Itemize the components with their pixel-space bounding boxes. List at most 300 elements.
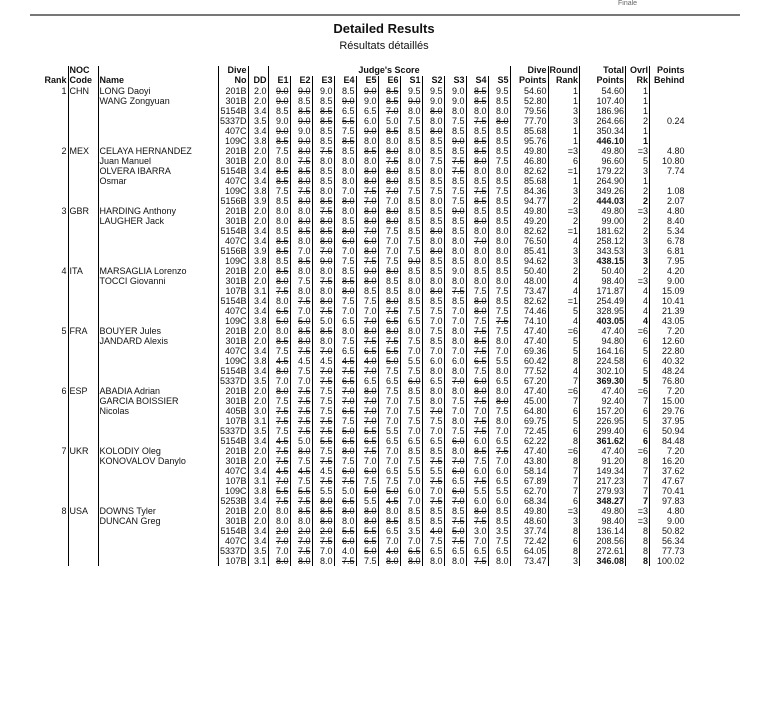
- judge-score: 7.5: [378, 386, 400, 396]
- points-behind: 0.24: [650, 116, 686, 126]
- round-rank: 4: [548, 316, 580, 326]
- dive-row: [38, 546, 686, 556]
- dive-row: [38, 96, 686, 106]
- judge-score: 6.5: [488, 376, 510, 386]
- judge-score: 8.5: [400, 516, 422, 526]
- judge-score: 9.0: [268, 96, 290, 106]
- judge-score: 7.5: [356, 476, 378, 486]
- judge-score: 8.5: [422, 296, 444, 306]
- judge-score: 7.0: [444, 496, 466, 506]
- round-rank: 3: [548, 556, 580, 566]
- judge-score: 7.5: [466, 426, 488, 436]
- total-points: 328.95: [580, 306, 626, 316]
- judge-score: 8.5: [378, 516, 400, 526]
- team-noc: [68, 246, 98, 256]
- overall-rank: 5: [626, 416, 650, 426]
- judge-score: 8.0: [356, 156, 378, 166]
- judge-score: 5.0: [356, 546, 378, 556]
- judge-score: 7.0: [356, 416, 378, 426]
- total-points: 47.40: [580, 326, 626, 336]
- judge-score: 5.5: [466, 486, 488, 496]
- total-points: 361.62: [580, 436, 626, 446]
- judge-score: 7.5: [290, 406, 312, 416]
- dive-dd: 3.1: [248, 556, 268, 566]
- judge-score: 7.0: [488, 426, 510, 436]
- judge-score: 8.5: [422, 146, 444, 156]
- judge-score: 8.5: [290, 166, 312, 176]
- dive-number: 5154B: [218, 436, 248, 446]
- team-rank: [38, 246, 68, 256]
- judge-score: 7.5: [268, 396, 290, 406]
- team-noc: MEX: [68, 146, 98, 156]
- points-behind: 15.00: [650, 396, 686, 406]
- team-noc: [68, 496, 98, 506]
- judge-score: 8.0: [268, 216, 290, 226]
- judge-score: 8.0: [422, 106, 444, 116]
- dive-number: 5156B: [218, 246, 248, 256]
- judge-score: 6.0: [466, 466, 488, 476]
- judge-score: 8.0: [378, 326, 400, 336]
- judge-score: 8.0: [334, 506, 356, 516]
- dive-dd: 3.4: [248, 306, 268, 316]
- judge-score: 7.5: [334, 336, 356, 346]
- dive-dd: 3.9: [248, 246, 268, 256]
- col-judge-label: E1: [268, 76, 290, 86]
- judge-score: 7.5: [466, 186, 488, 196]
- judge-score: 8.0: [466, 256, 488, 266]
- points-behind: 77.73: [650, 546, 686, 556]
- overall-rank: =6: [626, 386, 650, 396]
- athlete-name: [98, 556, 218, 566]
- col-judge-label: E3: [312, 76, 334, 86]
- athlete-name: Nicolas: [98, 406, 218, 416]
- page-title: Detailed Results: [333, 21, 435, 36]
- judge-score: 8.5: [400, 266, 422, 276]
- dive-points: 47.40: [510, 386, 548, 396]
- judge-score: 7.5: [400, 236, 422, 246]
- athlete-name: [98, 546, 218, 556]
- judge-score: 6.5: [334, 376, 356, 386]
- judge-score: 9.0: [268, 86, 290, 96]
- total-points: 47.40: [580, 446, 626, 456]
- judge-score: 7.5: [422, 476, 444, 486]
- judge-score: 8.0: [444, 386, 466, 396]
- total-points: 346.08: [580, 556, 626, 566]
- overall-rank: 8: [626, 536, 650, 546]
- judge-score: 8.5: [466, 446, 488, 456]
- judge-score: 7.0: [378, 536, 400, 546]
- judge-score: 8.0: [378, 296, 400, 306]
- overall-rank: 1: [626, 176, 650, 186]
- judge-score: 8.0: [312, 216, 334, 226]
- team-noc: [68, 176, 98, 186]
- dive-row: [38, 556, 686, 566]
- judge-score: 7.0: [466, 536, 488, 546]
- judge-score: 6.5: [422, 436, 444, 446]
- col-dive-points-label: Points: [510, 76, 548, 86]
- total-points: 98.40: [580, 516, 626, 526]
- judge-score: 7.5: [378, 226, 400, 236]
- judge-score: 7.5: [290, 496, 312, 506]
- judge-score: 8.0: [488, 386, 510, 396]
- judge-score: 4.0: [334, 546, 356, 556]
- judge-score: 7.5: [378, 256, 400, 266]
- judge-score: 8.5: [312, 116, 334, 126]
- dive-row: [38, 506, 686, 516]
- judge-score: 4.5: [290, 466, 312, 476]
- athlete-name: Juan Manuel: [98, 156, 218, 166]
- judge-score: 7.0: [444, 456, 466, 466]
- judge-score: 7.5: [400, 396, 422, 406]
- points-behind: 50.82: [650, 526, 686, 536]
- dive-row: [38, 106, 686, 116]
- judge-score: 6.5: [334, 406, 356, 416]
- judge-score: 6.5: [400, 316, 422, 326]
- judge-score: 8.5: [488, 216, 510, 226]
- points-behind: [650, 86, 686, 96]
- team-rank: [38, 466, 68, 476]
- judge-score: 8.5: [400, 136, 422, 146]
- judge-score: 7.5: [400, 246, 422, 256]
- judge-score: 5.5: [356, 526, 378, 536]
- judge-score: 8.0: [290, 196, 312, 206]
- overall-rank: 3: [626, 256, 650, 266]
- judge-score: 9.0: [356, 96, 378, 106]
- judge-score: 8.0: [312, 156, 334, 166]
- judge-score: 7.5: [268, 146, 290, 156]
- dive-row: [38, 346, 686, 356]
- points-behind: 4.80: [650, 206, 686, 216]
- judge-score: 8.0: [422, 126, 444, 136]
- team-rank: [38, 156, 68, 166]
- total-points: 254.49: [580, 296, 626, 306]
- round-rank: =1: [548, 226, 580, 236]
- judge-score: 8.0: [466, 506, 488, 516]
- judge-score: 8.0: [378, 506, 400, 516]
- judge-score: 5.5: [488, 486, 510, 496]
- judge-score: 8.0: [444, 106, 466, 116]
- col-noc-label: Code: [68, 76, 98, 86]
- athlete-name: [98, 296, 218, 306]
- round-rank: 3: [548, 116, 580, 126]
- judge-score: 7.5: [356, 556, 378, 566]
- judge-score: 7.5: [334, 256, 356, 266]
- team-rank: [38, 316, 68, 326]
- round-rank: 2: [548, 196, 580, 206]
- col-dive-header: Dive: [218, 66, 248, 76]
- dive-dd: 2.0: [248, 86, 268, 96]
- team-noc: [68, 276, 98, 286]
- judge-score: 8.5: [334, 136, 356, 146]
- header-corner-text: Finale: [618, 0, 638, 7]
- team-noc: [68, 436, 98, 446]
- judge-score: 8.5: [312, 326, 334, 336]
- athlete-name: LAUGHER Jack: [98, 216, 218, 226]
- judge-score: 7.5: [290, 396, 312, 406]
- judge-score: 8.5: [378, 276, 400, 286]
- team-noc: [68, 226, 98, 236]
- dive-dd: 3.4: [248, 536, 268, 546]
- points-behind: 4.20: [650, 266, 686, 276]
- team-noc: [68, 526, 98, 536]
- judge-score: 8.0: [422, 286, 444, 296]
- round-rank: 1: [548, 86, 580, 96]
- round-rank: 6: [548, 496, 580, 506]
- judge-score: 8.0: [422, 386, 444, 396]
- points-behind: 70.41: [650, 486, 686, 496]
- dive-dd: 3.4: [248, 126, 268, 136]
- judge-score: 7.5: [466, 416, 488, 426]
- judge-score: 7.5: [312, 206, 334, 216]
- athlete-name: KOLODIY Oleg: [98, 446, 218, 456]
- dive-dd: 3.1: [248, 286, 268, 296]
- points-behind: 7.74: [650, 166, 686, 176]
- judge-score: 8.0: [356, 246, 378, 256]
- dive-dd: 3.8: [248, 256, 268, 266]
- overall-rank: 4: [626, 296, 650, 306]
- judge-score: 9.0: [356, 266, 378, 276]
- overall-rank: =6: [626, 446, 650, 456]
- judge-score: 7.5: [466, 516, 488, 526]
- judge-score: 7.0: [422, 426, 444, 436]
- team-noc: [68, 376, 98, 386]
- judge-score: 8.0: [268, 506, 290, 516]
- points-behind: [650, 106, 686, 116]
- points-behind: 76.80: [650, 376, 686, 386]
- dive-number: 5154B: [218, 526, 248, 536]
- col-judges-header: Judge's Score: [268, 66, 510, 76]
- dive-dd: 3.4: [248, 106, 268, 116]
- athlete-name: TOCCI Giovanni: [98, 276, 218, 286]
- team-rank: [38, 356, 68, 366]
- judge-score: 6.0: [356, 116, 378, 126]
- points-behind: 6.78: [650, 236, 686, 246]
- dive-points: 67.20: [510, 376, 548, 386]
- dive-dd: 3.8: [248, 136, 268, 146]
- points-behind: 22.80: [650, 346, 686, 356]
- judge-score: 7.5: [422, 186, 444, 196]
- judge-score: 8.0: [268, 386, 290, 396]
- total-points: 403.05: [580, 316, 626, 326]
- judge-score: 8.0: [356, 326, 378, 336]
- judge-score: 8.0: [488, 106, 510, 116]
- total-points: 343.53: [580, 246, 626, 256]
- dive-dd: 3.1: [248, 416, 268, 426]
- dive-number: 301B: [218, 456, 248, 466]
- header-row-2: [38, 76, 686, 86]
- dive-row: [38, 306, 686, 316]
- dive-row: [38, 256, 686, 266]
- team-rank: [38, 126, 68, 136]
- judge-score: 8.0: [466, 166, 488, 176]
- col-total-points-header: Total: [580, 66, 626, 76]
- dive-dd: 3.5: [248, 116, 268, 126]
- dive-row: [38, 406, 686, 416]
- overall-rank: 4: [626, 306, 650, 316]
- judge-score: 8.5: [488, 126, 510, 136]
- judge-score: 9.0: [444, 136, 466, 146]
- col-dive-points-header: Dive: [510, 66, 548, 76]
- team-noc: [68, 336, 98, 346]
- judge-score: 7.5: [290, 386, 312, 396]
- team-noc: [68, 136, 98, 146]
- overall-rank: 5: [626, 346, 650, 356]
- overall-rank: 3: [626, 236, 650, 246]
- judge-score: 8.5: [422, 256, 444, 266]
- judge-score: 6.0: [488, 496, 510, 506]
- judge-score: 8.0: [356, 166, 378, 176]
- dive-row: [38, 416, 686, 426]
- points-behind: 4.80: [650, 506, 686, 516]
- judge-score: 8.0: [312, 496, 334, 506]
- judge-score: 3.5: [400, 526, 422, 536]
- dive-points: 82.62: [510, 226, 548, 236]
- judge-score: 9.0: [312, 86, 334, 96]
- overall-rank: 1: [626, 106, 650, 116]
- judge-score: 7.5: [312, 426, 334, 436]
- team-rank: [38, 336, 68, 346]
- judge-score: 6.5: [466, 356, 488, 366]
- judge-score: 6.5: [378, 466, 400, 476]
- athlete-name: LONG Daoyi: [98, 86, 218, 96]
- round-rank: 5: [548, 416, 580, 426]
- dive-number: 407C: [218, 176, 248, 186]
- judge-score: 7.5: [488, 326, 510, 336]
- team-rank: 7: [61, 446, 67, 456]
- total-points: 349.26: [580, 186, 626, 196]
- judge-score: 8.5: [400, 206, 422, 216]
- team-rank: [38, 366, 68, 376]
- dive-points: 54.60: [510, 86, 548, 96]
- team-rank: [38, 136, 68, 146]
- dive-dd: 2.0: [248, 506, 268, 516]
- dive-number: 407C: [218, 126, 248, 136]
- team-rank: [38, 406, 68, 416]
- overall-rank: 1: [626, 96, 650, 106]
- judge-score: 8.5: [444, 506, 466, 516]
- dive-dd: 2.0: [248, 266, 268, 276]
- judge-score: 8.0: [356, 176, 378, 186]
- judge-score: 7.0: [488, 346, 510, 356]
- overall-rank: 1: [626, 126, 650, 136]
- judge-score: 5.5: [378, 346, 400, 356]
- judge-score: 8.5: [466, 176, 488, 186]
- judge-score: 7.5: [444, 116, 466, 126]
- judge-score: 7.5: [422, 496, 444, 506]
- judge-score: 8.5: [290, 226, 312, 236]
- athlete-name: [98, 126, 218, 136]
- judge-score: 5.0: [444, 526, 466, 536]
- judge-score: 8.0: [268, 326, 290, 336]
- judge-score: 8.5: [400, 216, 422, 226]
- overall-rank: =3: [626, 206, 650, 216]
- points-behind: 16.20: [650, 456, 686, 466]
- judge-score: 7.5: [290, 476, 312, 486]
- judge-score: 6.5: [488, 476, 510, 486]
- judge-score: 6.0: [444, 486, 466, 496]
- judge-score: 6.0: [444, 466, 466, 476]
- team-noc: [68, 396, 98, 406]
- round-rank: 4: [548, 366, 580, 376]
- athlete-name: [98, 366, 218, 376]
- judge-score: 9.5: [488, 86, 510, 96]
- team-noc: [68, 316, 98, 326]
- col-round-rank-header: Round: [549, 66, 578, 75]
- dive-points: 69.75: [510, 416, 548, 426]
- judge-score: 8.0: [312, 336, 334, 346]
- overall-rank: 1: [626, 86, 650, 96]
- team-noc: [68, 556, 98, 566]
- dive-points: 69.36: [510, 346, 548, 356]
- dive-points: 95.76: [510, 136, 548, 146]
- total-points: 157.20: [580, 406, 626, 416]
- judge-score: 8.0: [466, 306, 488, 316]
- points-behind: 56.34: [650, 536, 686, 546]
- judge-score: 8.0: [422, 366, 444, 376]
- points-behind: 47.67: [650, 476, 686, 486]
- points-behind: [650, 126, 686, 136]
- judge-score: 8.0: [378, 266, 400, 276]
- judge-score: 7.0: [334, 246, 356, 256]
- team-noc: GBR: [68, 206, 98, 216]
- judge-score: 8.0: [444, 446, 466, 456]
- overall-rank: 2: [626, 266, 650, 276]
- judge-score: 8.5: [422, 206, 444, 216]
- judge-score: 8.0: [268, 296, 290, 306]
- judge-score: 8.0: [312, 186, 334, 196]
- judge-score: 8.5: [466, 146, 488, 156]
- points-behind: [650, 136, 686, 146]
- dive-dd: 3.8: [248, 356, 268, 366]
- judge-score: 7.5: [312, 146, 334, 156]
- judge-score: 7.5: [466, 476, 488, 486]
- dive-points: 82.62: [510, 166, 548, 176]
- judge-score: 8.0: [290, 146, 312, 156]
- judge-score: 8.0: [334, 156, 356, 166]
- judge-score: 8.5: [268, 266, 290, 276]
- team-rank: [38, 296, 68, 306]
- judge-score: 6.5: [422, 376, 444, 386]
- judge-score: 8.0: [334, 226, 356, 236]
- judge-score: 7.0: [400, 346, 422, 356]
- judge-score: 5.0: [334, 486, 356, 496]
- round-rank: 8: [548, 526, 580, 536]
- judge-score: 7.5: [268, 426, 290, 436]
- judge-score: 7.5: [422, 326, 444, 336]
- judge-score: 8.0: [422, 226, 444, 236]
- judge-score: 7.5: [268, 456, 290, 466]
- overall-rank: 4: [626, 316, 650, 326]
- judge-score: 8.0: [488, 556, 510, 566]
- judge-score: 8.5: [488, 196, 510, 206]
- total-points: 99.00: [580, 216, 626, 226]
- judge-score: 7.5: [378, 306, 400, 316]
- judge-score: 7.5: [466, 346, 488, 356]
- judge-score: 8.0: [488, 116, 510, 126]
- team-noc: [68, 476, 98, 486]
- dive-row: [38, 426, 686, 436]
- athlete-name: [98, 536, 218, 546]
- athlete-name: ABADIA Adrian: [98, 386, 218, 396]
- judge-score: 8.0: [356, 206, 378, 216]
- dive-points: 52.80: [510, 96, 548, 106]
- judge-score: 7.5: [334, 556, 356, 566]
- dive-row: [38, 186, 686, 196]
- judge-score: 6.5: [378, 376, 400, 386]
- round-rank: 5: [548, 336, 580, 346]
- judge-score: 6.0: [488, 466, 510, 476]
- judge-score: 7.5: [290, 276, 312, 286]
